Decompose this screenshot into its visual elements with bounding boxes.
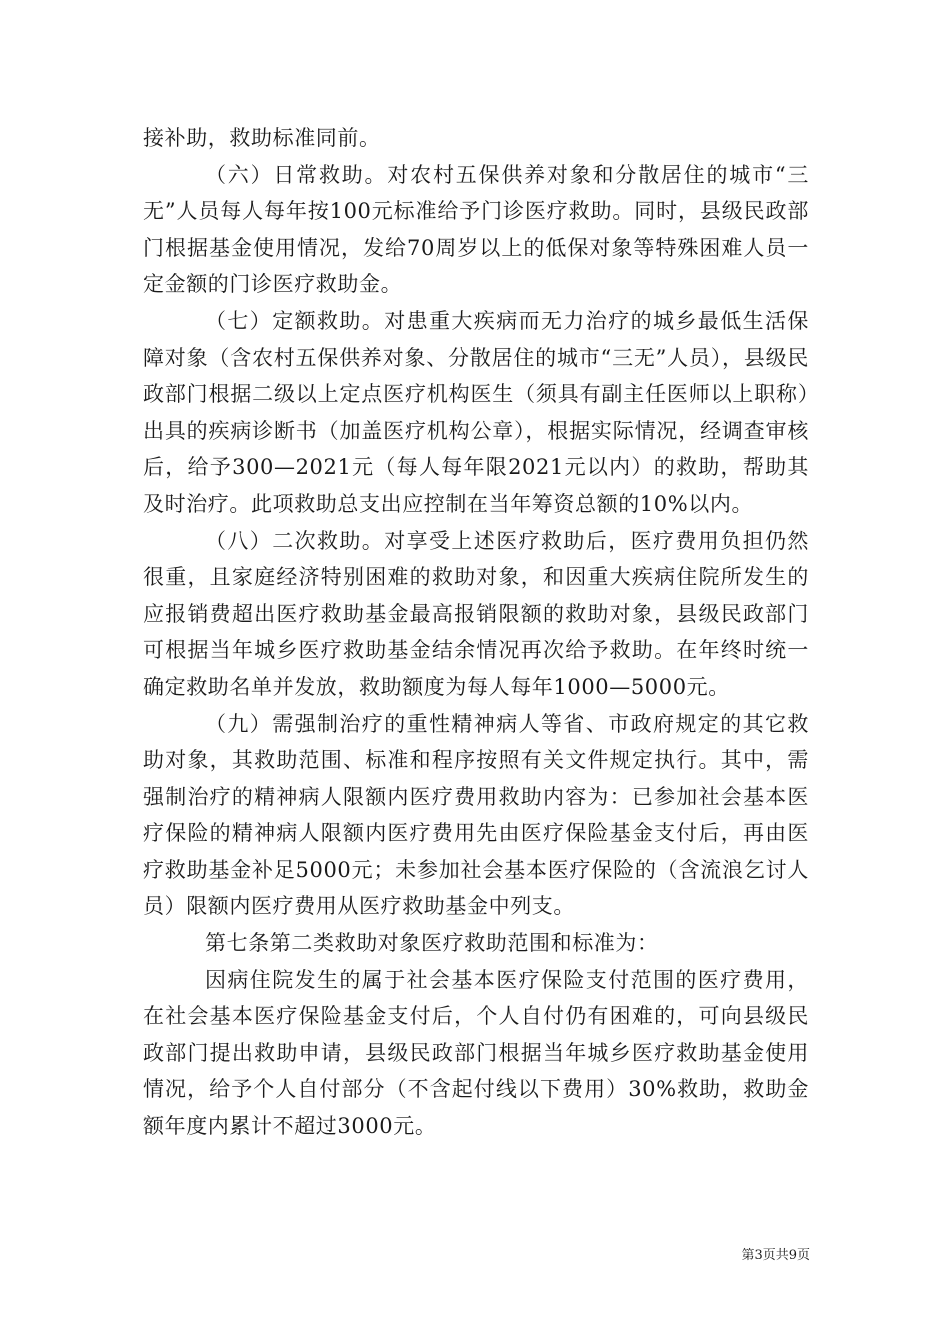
paragraph-mental-illness-aid: （九）需强制治疗的重性精神病人等省、市政府规定的其它救助对象，其救助范围、标准和程序按照有关文件规定执行。其中，需强制治疗的精神病人限额内医疗费用救助内容为：已参加社会基本医疗保险的精神病人限额内医疗费用先由医疗保险基金支付后，再由医疗救助基金补足5000元；未参加社会基本医疗保险的（含流浪乞讨人员）限额内医疗费用从医疗救助基金中列支。 [143, 711, 809, 919]
page-number-footer: 第3页共9页 [741, 1248, 810, 1263]
paragraph-fixed-aid: （七）定额救助。对患重大疾病而无力治疗的城乡最低生活保障对象（含农村五保供养对象、分散居住的城市“三无”人员），县级民政部门根据二级以上定点医疗机构医生（须具有副主任医师以上职称）出具的疾病诊断书（加盖医疗机构公章），根据实际情况，经调查审核后，给予300—2021元（每人每年限2021元以内）的救助，帮助其及时治疗。此项救助总支出应控制在当年筹资总额的10%以内。 [143, 308, 809, 516]
paragraph-daily-aid: （六）日常救助。对农村五保供养对象和分散居住的城市“三无”人员每人每年按100元标准给予门诊医疗救助。同时，县级民政部门根据基金使用情况，发给70周岁以上的低保对象等特殊困难人员一定金额的门诊医疗救助金。 [143, 162, 809, 297]
paragraph-continuation: 接补助，救助标准同前。 [143, 126, 381, 150]
paragraph-secondary-aid: （八）二次救助。对享受上述医疗救助后，医疗费用负担仍然很重，且家庭经济特别困难的救助对象，和因重大疾病住院所发生的应报销费超出医疗救助基金最高报销限额的救助对象，县级民政部门可根据当年城乡医疗救助基金结余情况再次给予救助。在年终时统一确定救助名单并发放，救助额度为每人每年1000—5000元。 [143, 528, 809, 699]
document-body [143, 120, 809, 1145]
paragraph-article-seven: 第七条第二类救助对象医疗救助范围和标准为： [205, 931, 659, 956]
paragraph-hospitalization-aid: 因病住院发生的属于社会基本医疗保险支付范围的医疗费用，在社会基本医疗保险基金支付后，个人自付仍有困难的，可向县级民政部门提出救助申请，县级民政部门根据当年城乡医疗救助基金使用情况，给予个人自付部分（不含起付线以下费用）30%救助，救助金额年度内累计不超过3000元。 [143, 967, 809, 1139]
